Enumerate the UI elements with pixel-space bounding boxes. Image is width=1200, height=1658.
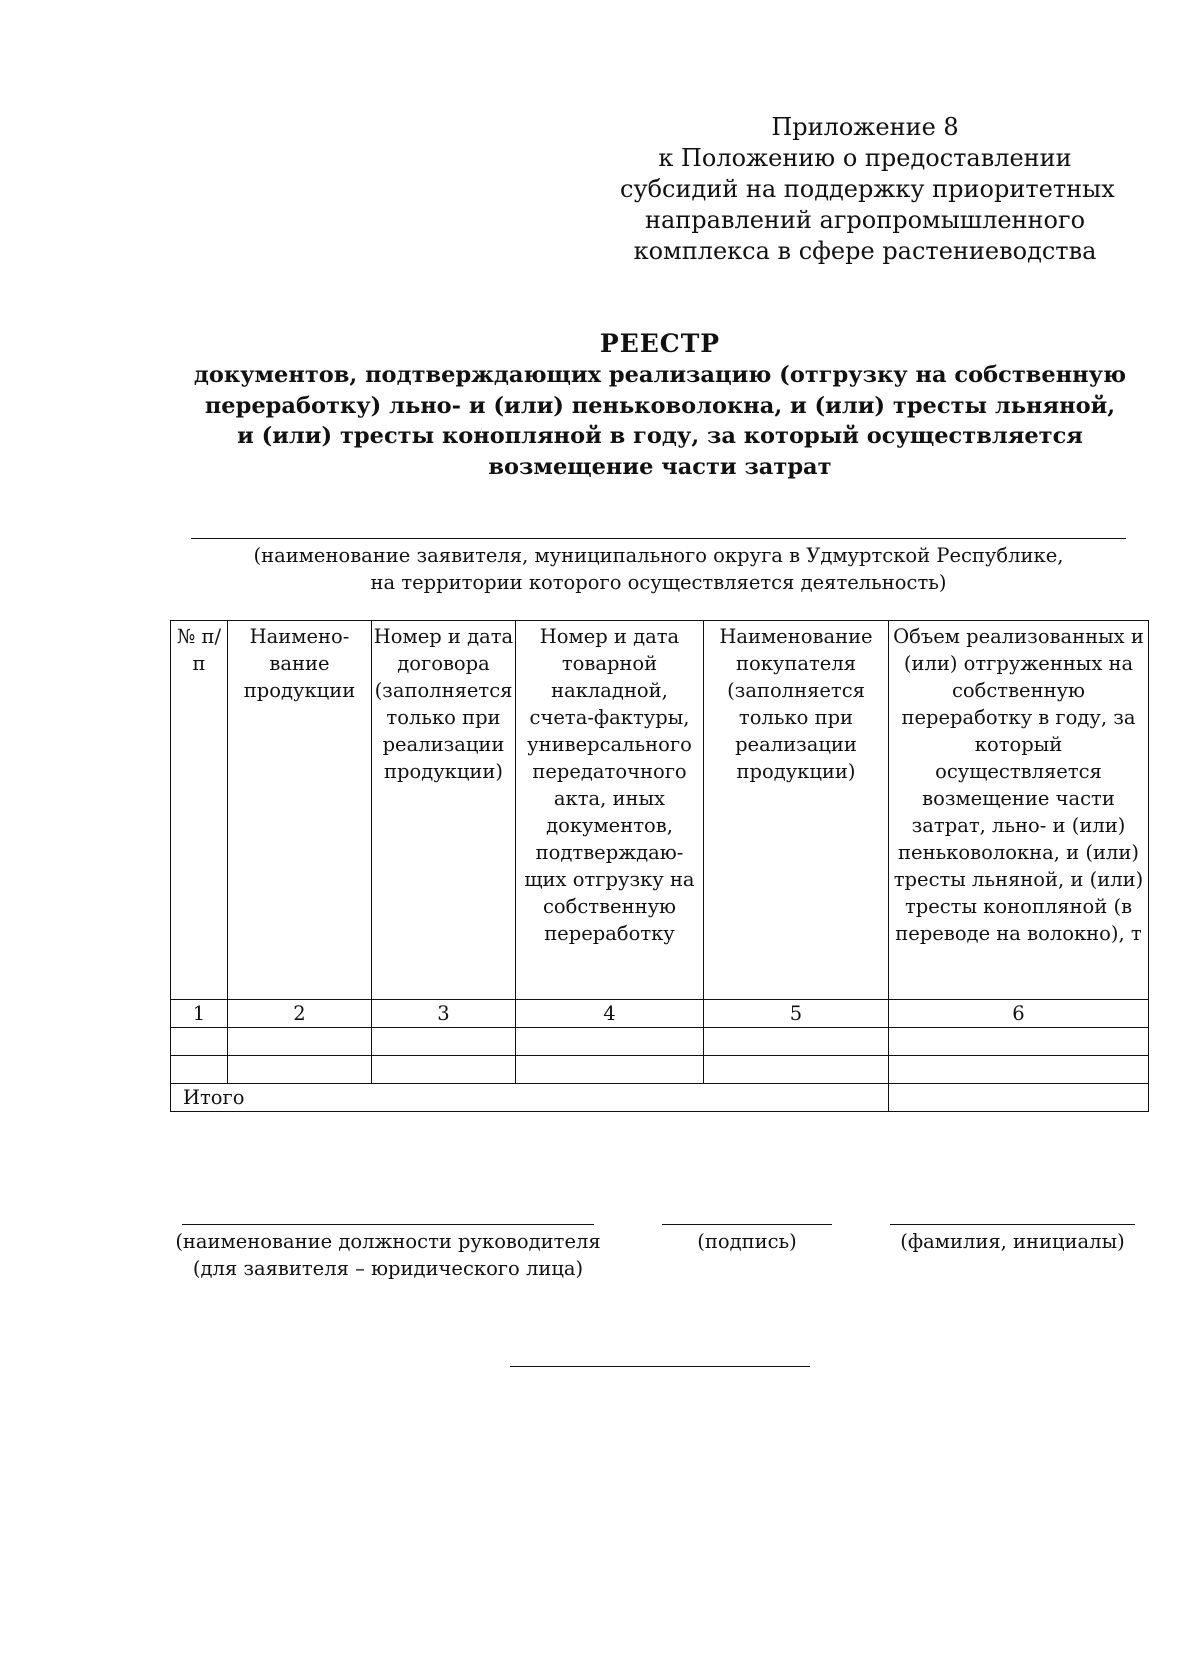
title-line: переработку) льно- и (или) пеньковолокна, и (или) тресты льняной, [204,392,1116,419]
signature-line [662,1224,832,1225]
title-main: РЕЕСТР [599,329,721,358]
header-text: Номер и дата договора (заполняется только при реализации продукции) [373,625,514,783]
table-row [171,1056,1149,1084]
name-caption [880,1228,1145,1255]
title-line: и (или) тресты конопляной в году, за который осуществляется [237,423,1083,449]
position-caption-line: (наименование должности руководителя [175,1230,601,1253]
header-text: Номер и дата товарной накладной, счета-фактуры, универсального передаточного акта, иных документов, подтверждаю-щих отгрузку на собственную переработку [524,625,695,945]
column-number-row [171,1000,1149,1028]
document-title [170,328,1150,482]
table-cell [171,1028,228,1056]
header-cell-number [171,621,228,1000]
table-cell [516,1056,704,1084]
applicant-caption-line: на территории которого осуществляется деятельность) [370,571,947,594]
header-cell-buyer [704,621,889,1000]
appendix-line: к Положению о предоставлении [658,144,1072,172]
column-number: 2 [228,1000,372,1028]
total-value-cell [889,1084,1149,1112]
table-cell [171,1056,228,1084]
column-number: 3 [372,1000,516,1028]
column-number: 6 [889,1000,1149,1028]
table-cell [889,1028,1149,1056]
total-label: Итого [171,1084,889,1112]
table-cell [889,1056,1149,1084]
column-number: 4 [516,1000,704,1028]
appendix-line: субсидий на поддержку приоритетных [620,175,1115,203]
appendix-line: направлений агропромышленного [644,206,1086,234]
closing-line [510,1366,810,1367]
registry-table [170,620,1149,1112]
header-text: Объем реализованных и (или) отгруженных на собственную переработку в году, за который осуществляется возмещение части затрат, льно- и (или) пеньковолокна, и (или) тресты льняной, и (или) тресты конопляной (в переводе на волокно), т [893,625,1144,945]
applicant-name-line [191,538,1126,539]
column-number: 1 [171,1000,228,1028]
header-text: № п/п [176,625,222,675]
table-cell [516,1028,704,1056]
table-cell [704,1028,889,1056]
total-row [171,1084,1149,1112]
signature-caption [652,1228,842,1255]
table-row [171,1028,1149,1056]
position-signature-line [182,1224,594,1225]
appendix-line: Приложение 8 [771,113,959,141]
table-cell [372,1028,516,1056]
table-cell [372,1056,516,1084]
header-text: Наимено-вание продукции [243,625,356,702]
header-cell-volume [889,621,1149,1000]
appendix-line: комплекса в сфере растениеводства [633,237,1097,265]
position-caption-line: (для заявителя – юридического лица) [192,1257,584,1280]
header-cell-contract [372,621,516,1000]
header-cell-product [228,621,372,1000]
applicant-caption [191,542,1126,596]
name-caption-text: (фамилия, инициалы) [900,1230,1125,1253]
applicant-caption-line: (наименование заявителя, муниципального округа в Удмуртской Республике, [253,544,1064,567]
header-cell-invoice [516,621,704,1000]
name-signature-line [890,1224,1135,1225]
signature-caption-text: (подпись) [697,1230,797,1253]
table-header-row [171,621,1149,1000]
header-text: Наименование покупателя (заполняется только при реализации продукции) [719,625,873,783]
table-cell [228,1056,372,1084]
table-cell [228,1028,372,1056]
column-number: 5 [704,1000,889,1028]
position-caption [172,1228,604,1282]
title-line: документов, подтверждающих реализацию (отгрузку на собственную [193,362,1127,388]
table-cell [704,1056,889,1084]
appendix-note [620,112,1115,267]
title-line: возмещение части затрат [488,453,832,480]
